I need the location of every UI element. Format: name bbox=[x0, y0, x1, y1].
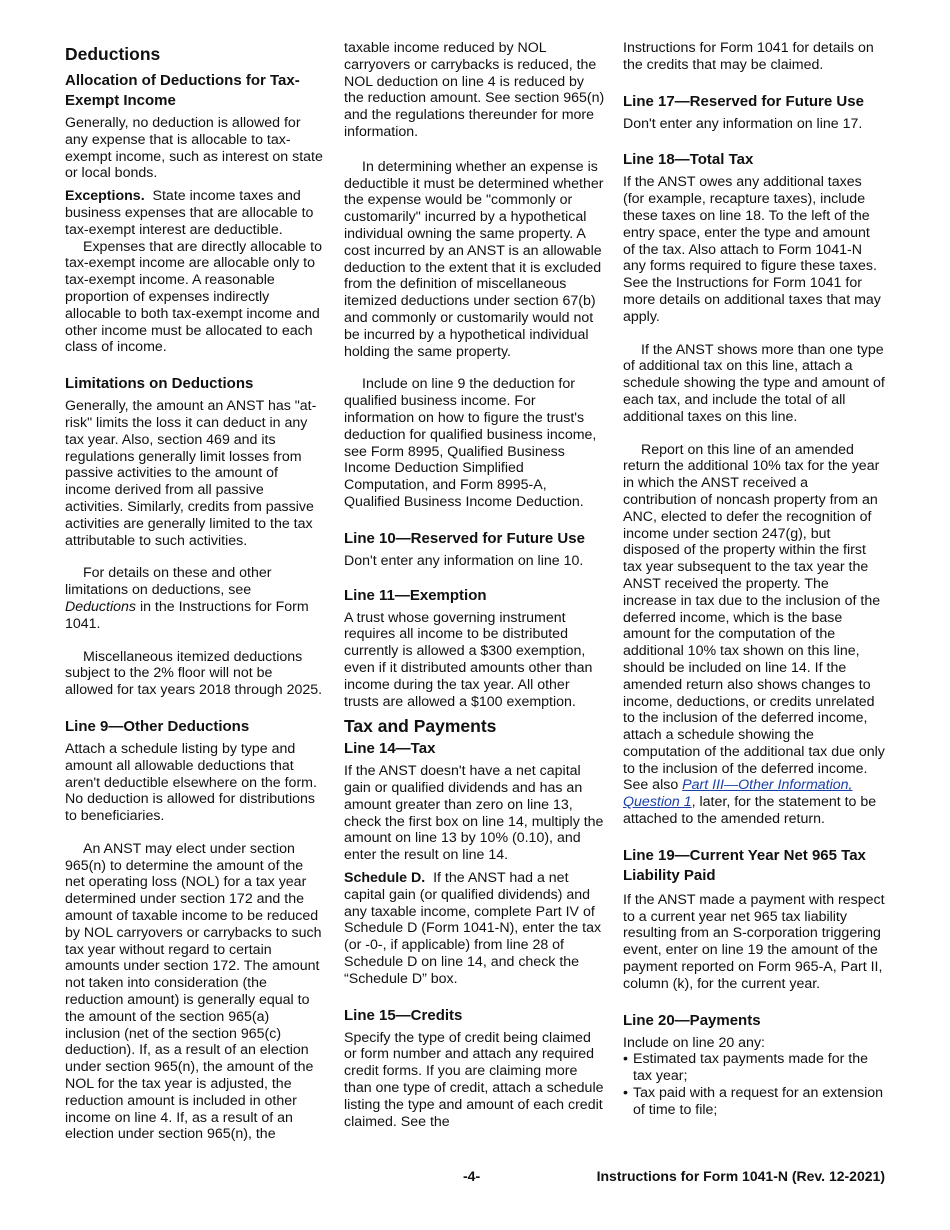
exceptions-text: State income taxes and business expenses that are allocable to tax-exempt interest are deductible. bbox=[65, 188, 314, 238]
exceptions-label: Exceptions. bbox=[65, 188, 145, 205]
page-number: -4- bbox=[463, 1168, 481, 1184]
subheading-line20: Line 20—Payments bbox=[623, 1011, 761, 1029]
page-footer bbox=[0, 1168, 950, 1188]
subheading-line10: Line 10—Reserved for Future Use bbox=[344, 529, 585, 547]
paragraph-allocable: Expenses that are directly allocable to tax-exempt income are allocable only to tax-exempt income. A reasonable proportion of expenses indirectly allocable to both tax-exempt income and other income must be allocated to each class of income. bbox=[65, 238, 322, 356]
paragraph-limitations-details: For details on these and other limitations on deductions, see Deductions in the Instructions for Form 1041. bbox=[65, 565, 309, 632]
column-1 bbox=[65, 40, 323, 1143]
subheading-line9: Line 9—Other Deductions bbox=[65, 717, 250, 735]
bullet-icon: • bbox=[623, 1051, 628, 1068]
paragraph-line17: Don't enter any information on line 17. bbox=[623, 115, 863, 132]
paragraph-line18-additional-taxes: If the ANST owes any additional taxes (for example, recapture taxes), include these taxes on line 18. To the left of the entry space, enter the type and amount of the tax. Also attach to Form 1041-N any forms required to figure these taxes. See the Instructions for Form 1041 for more details on additional taxes that may apply. bbox=[623, 174, 881, 325]
schedule-d-text: If the ANST had a net capital gain (or qualified dividends) and any taxable income, complete Part IV of Schedule D (Form 1041-N), enter the tax (or -0-, if applicable) from line 28 of Schedule D on line 14, and check the “Schedule D” box. bbox=[344, 870, 602, 987]
paragraph-line15: Specify the type of credit being claimed or form number and attach any required credit forms. If you are claiming more than one type of credit, attach a schedule listing the type and amount of each credit claimed. See the bbox=[344, 1029, 604, 1130]
schedule-d-label: Schedule D. bbox=[344, 870, 426, 887]
form-title: Instructions for Form 1041-N (Rev. 12-2021) bbox=[596, 1168, 885, 1184]
bullet-text: Tax paid with a request for an extension of time to file; bbox=[633, 1085, 884, 1118]
list-item bbox=[623, 1085, 885, 1119]
paragraph-exceptions bbox=[65, 188, 323, 238]
paragraph-line11: A trust whose governing instrument requires all income to be distributed currently is allowed a $300 exemption, even if it distributed amounts other than income during the tax year. All other trusts are allowed a $100 exemption. bbox=[344, 609, 593, 710]
subheading-line19: Line 19—Current Year Net 965 Tax Liability Paid bbox=[623, 846, 866, 884]
paragraph-at-risk: Generally, the amount an ANST has "at-risk" limits the loss it can deduct in any tax year. Also, section 469 and its regulations generally limit losses from passive activities to the amount of income derived from all passive activities. Similarly, credits from passive activities are generally limited to the tax attributable to such activities. bbox=[65, 398, 317, 549]
paragraph-schedule-d bbox=[344, 870, 606, 988]
bullet-icon: • bbox=[623, 1085, 628, 1102]
paragraph-line19: If the ANST made a payment with respect to a current year net 965 tax liability resulting from an S-corporation triggering event, enter on line 19 the amount of the payment reported on Form 965-A, Part II, column (k), for the current year. bbox=[623, 891, 885, 992]
paragraph-line9-965n: An ANST may elect under section 965(n) to determine the amount of the net operating loss (NOL) for a tax year determined under section 172 and the amount of taxable income to be reduced by NOL carryovers or carrybacks to such tax year without regard to certain amounts under section 172. The amount not taken into consideration (the reduction amount) is generally equal to the amount of the section 965(a) inclusion (net of the section 965(c) deduction). If, as a result of an election under section 965(n), the amount of the NOL for the tax year is adjusted, the reduction amount is included in other income on line 4. If, as a result of an election under section 965(n), the bbox=[65, 840, 322, 1143]
paragraph-expense-deductible: In determining whether an expense is deductible it must be determined whether the expense would be "commonly or customarily" incurred by a hypothetical individual owning the same property. A cost incurred by an ANST is an allowable deduction to the extent that it is excluded from the definition of miscellaneous itemized deductions under section 67(b) and commonly or customarily would not be incurred by a hypothetical individual holding the same property. bbox=[344, 158, 604, 360]
paragraph-line14: If the ANST doesn't have a net capital gain or qualified dividends and has an amount greater than zero on line 13, check the first box on line 14, multiply the amount on line 13 by 10% (0.10), and enter the result on line 14. bbox=[344, 763, 604, 864]
subheading-line18: Line 18—Total Tax bbox=[623, 151, 754, 169]
column-3 bbox=[623, 40, 885, 1119]
paragraph-allocation: Generally, no deduction is allowed for any expense that is allocable to tax-exempt income, such as interest on state or local bonds. bbox=[65, 115, 323, 182]
deductions-reference: Deductions bbox=[65, 598, 136, 615]
paragraph-line18-amended: Report on this line of an amended return the additional 10% tax for the year in which the ANST received a contribution of noncash property from an ANC, elected to defer the recognition of income under section 247(g), but disposed of the property within the first tax year subsequent to the tax year the ANST received the property. The increase in tax due to the inclusion of the deferred income, which is the base amount for the computation of the additional 10% tax shown on this line, should be included on line 14. If the amended return also shows changes to income, deductions, or credits unrelated to the inclusion of the deferred income, attach a schedule showing the computation of the additional tax due only to the inclusion of the deferred income. See also Part III—Other Information, Question 1, later, for the statement to be attached to the amended return. bbox=[623, 441, 885, 828]
subheading-line15: Line 15—Credits bbox=[344, 1006, 463, 1024]
paragraph-line18-schedule: If the ANST shows more than one type of additional tax on this line, attach a schedule showing the type and amount of each tax, and include the total of all additional taxes on this line. bbox=[623, 341, 885, 425]
subheading-limitations: Limitations on Deductions bbox=[65, 375, 254, 393]
column-2 bbox=[344, 40, 606, 1130]
paragraph-nol-continued: taxable income reduced by NOL carryovers or carrybacks is reduced, the NOL deduction on line 4 is reduced by the reduction amount. See section 965(n) and the regulations thereunder for more information. bbox=[344, 40, 605, 140]
paragraph-credits-continued: Instructions for Form 1041 for details on the credits that may be claimed. bbox=[623, 40, 874, 73]
subheading-allocation: Allocation of Deductions for Tax-Exempt Income bbox=[65, 72, 300, 109]
subheading-line17: Line 17—Reserved for Future Use bbox=[623, 92, 864, 110]
paragraph-misc-itemized: Miscellaneous itemized deductions subject to the 2% floor will not be allowed for tax years 2018 through 2025. bbox=[65, 648, 323, 699]
paragraph-line10: Don't enter any information on line 10. bbox=[344, 552, 584, 569]
part-iii-question-1-link[interactable]: Part III—Other Information, Question 1 bbox=[623, 777, 853, 811]
subheading-line14: Line 14—Tax bbox=[344, 740, 436, 758]
list-item bbox=[623, 1051, 885, 1085]
bullet-text: Estimated tax payments made for the tax year; bbox=[633, 1051, 868, 1085]
paragraph-qbi: Include on line 9 the deduction for qualified business income. For information on how to figure the trust's deduction for qualified business income, see Form 8995, Qualified Business Income Deduction Simplified Computation, and Form 8995-A, Qualified Business Income Deduction. bbox=[344, 376, 597, 510]
subheading-line11: Line 11—Exemption bbox=[344, 586, 487, 604]
section-heading-deductions: Deductions bbox=[65, 44, 161, 64]
paragraph-line20-intro: Include on line 20 any: bbox=[623, 1034, 765, 1051]
paragraph-line9-schedule: Attach a schedule listing by type and amount all allowable deductions that aren't deductible elsewhere on the form. No deduction is allowed for distributions to beneficiaries. bbox=[65, 740, 317, 825]
section-heading-tax-payments: Tax and Payments bbox=[344, 716, 497, 737]
